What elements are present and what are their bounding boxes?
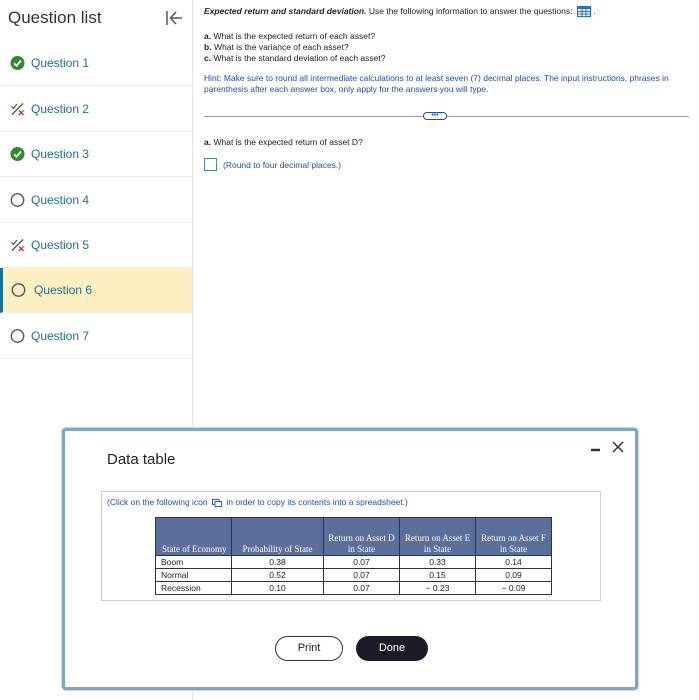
table-row [156, 569, 552, 582]
table-cell: 0.07 [324, 582, 400, 595]
dialog-title: Data table [107, 451, 176, 468]
table-row [156, 582, 552, 595]
table-cell: 0.09 [476, 569, 552, 582]
data-table-grid-icon[interactable] [577, 6, 591, 17]
expand-more-button[interactable]: ••• [423, 112, 447, 120]
column-header: Return on Asset D in State [324, 518, 400, 556]
answer-instruction: (Round to four decimal places.) [223, 160, 342, 170]
collapse-left-icon [163, 8, 185, 28]
sidebar-title: Question list [8, 8, 102, 27]
question-label: Question 4 [31, 193, 90, 207]
question-part: b. What is the variance of each asset? [204, 42, 349, 52]
answer-input[interactable] [204, 158, 217, 171]
table-cell: 0.07 [324, 556, 400, 569]
table-cell: − 0.23 [400, 582, 476, 595]
table-row [156, 556, 552, 569]
print-button[interactable]: Print [275, 636, 343, 661]
empty-circle-icon [10, 193, 25, 208]
column-header: State of Economy [156, 518, 232, 556]
table-cell: 0.14 [476, 556, 552, 569]
question-item-7[interactable] [0, 314, 192, 359]
partial-credit-icon [10, 238, 25, 253]
part-a-prompt: a. What is the expected return of asset D? [204, 137, 363, 147]
question-part: c. What is the standard deviation of each asset? [204, 53, 386, 63]
question-item-5[interactable] [0, 223, 192, 268]
question-label: Question 6 [34, 283, 93, 297]
table-cell: Normal [156, 569, 232, 582]
copy-to-spreadsheet-icon[interactable] [212, 499, 222, 507]
minimize-icon [589, 441, 603, 455]
table-cell: Boom [156, 556, 232, 569]
check-circle-icon [10, 147, 25, 162]
question-label: Question 2 [31, 102, 90, 116]
empty-circle-icon [10, 329, 25, 344]
question-title: Expected return and standard deviation. [204, 6, 367, 16]
partial-credit-icon [10, 102, 25, 117]
collapse-sidebar-button[interactable] [163, 8, 185, 28]
question-label: Question 7 [31, 329, 90, 343]
close-button[interactable] [611, 440, 625, 454]
data-table-panel [101, 491, 601, 601]
hint-text: Hint: Make sure to round all intermediate calculations to at least seven (7) decimal places. The input instructions, phrases in parenthesis after each answer box, only apply for the answers you will type. [204, 73, 669, 94]
table-header-row [156, 518, 552, 556]
table-cell: 0.15 [400, 569, 476, 582]
empty-circle-icon [11, 283, 26, 298]
minimize-button[interactable] [589, 441, 603, 455]
question-item-6[interactable] [0, 268, 192, 313]
table-cell: 0.52 [232, 569, 324, 582]
data-table-dialog [62, 428, 638, 690]
question-item-1[interactable] [0, 41, 192, 86]
table-cell: 0.38 [232, 556, 324, 569]
check-circle-icon [10, 56, 25, 71]
done-button[interactable]: Done [356, 636, 428, 661]
question-label: Question 3 [31, 147, 90, 161]
table-cell: − 0.09 [476, 582, 552, 595]
sidebar-header [0, 0, 193, 38]
column-header: Return on Asset F in State [476, 518, 552, 556]
table-cell: 0.10 [232, 582, 324, 595]
close-icon [611, 440, 625, 454]
column-header: Probability of State [232, 518, 324, 556]
question-label: Question 5 [31, 238, 90, 252]
question-label: Question 1 [31, 56, 90, 70]
question-parts-list [204, 31, 385, 64]
question-intro-text: Use the following information to answer the questions: [368, 6, 573, 16]
column-header: Return on Asset E in State [400, 518, 476, 556]
table-cell: 0.07 [324, 569, 400, 582]
copy-instruction: (Click on the following icon in order to copy its contents into a spreadsheet.) [107, 497, 408, 507]
question-item-4[interactable] [0, 178, 192, 223]
question-part: a. What is the expected return of each asset? [204, 31, 376, 41]
question-item-2[interactable] [0, 87, 192, 132]
table-cell: 0.33 [400, 556, 476, 569]
question-intro: Expected return and standard deviation. Use the following information to answer the questions: . [204, 6, 596, 16]
question-item-3[interactable] [0, 132, 192, 177]
returns-data-table [155, 517, 552, 595]
table-cell: Recession [156, 582, 232, 595]
